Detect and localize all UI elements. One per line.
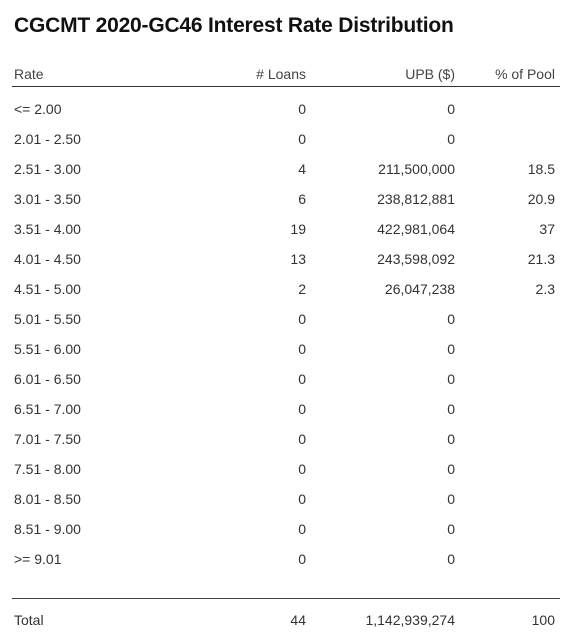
cell-loans: 6: [298, 191, 306, 207]
cell-loans: 0: [298, 401, 306, 417]
table-row: [12, 544, 560, 574]
cell-rate: 2.01 - 2.50: [14, 131, 81, 147]
table-header-row: [12, 62, 560, 87]
cell-upb: 0: [447, 131, 455, 147]
cell-upb: 0: [447, 341, 455, 357]
cell-rate: 4.51 - 5.00: [14, 281, 81, 297]
cell-pool: 37: [539, 221, 555, 237]
cell-upb: 238,812,881: [377, 191, 455, 207]
cell-rate: 3.51 - 4.00: [14, 221, 81, 237]
table-row: [12, 484, 560, 514]
cell-loans: 0: [298, 101, 306, 117]
table-row: [12, 364, 560, 394]
cell-rate: >= 9.01: [14, 551, 62, 567]
cell-loans: 0: [298, 521, 306, 537]
cell-upb: 0: [447, 491, 455, 507]
table-body: [12, 94, 560, 574]
cell-loans: 0: [298, 491, 306, 507]
cell-rate: 5.51 - 6.00: [14, 341, 81, 357]
cell-upb: 0: [447, 311, 455, 327]
rate-distribution-table: [12, 62, 560, 637]
table-total-row: [12, 599, 560, 637]
page-title: CGCMT 2020-GC46 Interest Rate Distribution: [14, 14, 454, 37]
cell-pool: 21.3: [527, 251, 555, 267]
cell-loans: 0: [298, 311, 306, 327]
header-loans: # Loans: [256, 66, 306, 82]
cell-rate: 7.01 - 7.50: [14, 431, 81, 447]
total-label: Total: [14, 612, 44, 628]
table-row: [12, 334, 560, 364]
table-row: [12, 154, 560, 184]
table-row: [12, 94, 560, 124]
cell-upb: 26,047,238: [384, 281, 455, 297]
cell-upb: 422,981,064: [377, 221, 455, 237]
cell-loans: 0: [298, 551, 306, 567]
table-row: [12, 214, 560, 244]
total-upb: 1,142,939,274: [365, 612, 455, 628]
cell-loans: 0: [298, 431, 306, 447]
header-pool: % of Pool: [495, 66, 555, 82]
table-row: [12, 454, 560, 484]
header-upb: UPB ($): [405, 66, 455, 82]
cell-rate: 2.51 - 3.00: [14, 161, 81, 177]
total-loans: 44: [290, 612, 306, 628]
cell-upb: 0: [447, 521, 455, 537]
cell-loans: 0: [298, 461, 306, 477]
cell-upb: 0: [447, 461, 455, 477]
cell-rate: 6.01 - 6.50: [14, 371, 81, 387]
cell-rate: 3.01 - 3.50: [14, 191, 81, 207]
cell-upb: 243,598,092: [377, 251, 455, 267]
cell-loans: 0: [298, 371, 306, 387]
table-row: [12, 184, 560, 214]
cell-loans: 0: [298, 131, 306, 147]
cell-upb: 0: [447, 101, 455, 117]
cell-rate: 7.51 - 8.00: [14, 461, 81, 477]
total-pool: 100: [531, 612, 555, 628]
cell-pool: 2.3: [535, 281, 555, 297]
table-row: [12, 244, 560, 274]
cell-loans: 4: [298, 161, 306, 177]
table-row: [12, 124, 560, 154]
cell-upb: 211,500,000: [378, 161, 455, 177]
cell-upb: 0: [447, 401, 455, 417]
table-row: [12, 424, 560, 454]
cell-upb: 0: [447, 431, 455, 447]
cell-rate: 6.51 - 7.00: [14, 401, 81, 417]
cell-loans: 13: [290, 251, 306, 267]
table-row: [12, 274, 560, 304]
cell-pool: 18.5: [527, 161, 555, 177]
cell-loans: 19: [290, 221, 306, 237]
cell-rate: 4.01 - 4.50: [14, 251, 81, 267]
cell-rate: 8.51 - 9.00: [14, 521, 81, 537]
header-rate: Rate: [14, 66, 44, 82]
cell-loans: 2: [298, 281, 306, 297]
table-row: [12, 394, 560, 424]
table-row: [12, 514, 560, 544]
cell-rate: <= 2.00: [14, 101, 62, 117]
cell-upb: 0: [447, 551, 455, 567]
table-row: [12, 304, 560, 334]
cell-pool: 20.9: [527, 191, 555, 207]
cell-loans: 0: [298, 341, 306, 357]
cell-rate: 5.01 - 5.50: [14, 311, 81, 327]
cell-rate: 8.01 - 8.50: [14, 491, 81, 507]
cell-upb: 0: [447, 371, 455, 387]
